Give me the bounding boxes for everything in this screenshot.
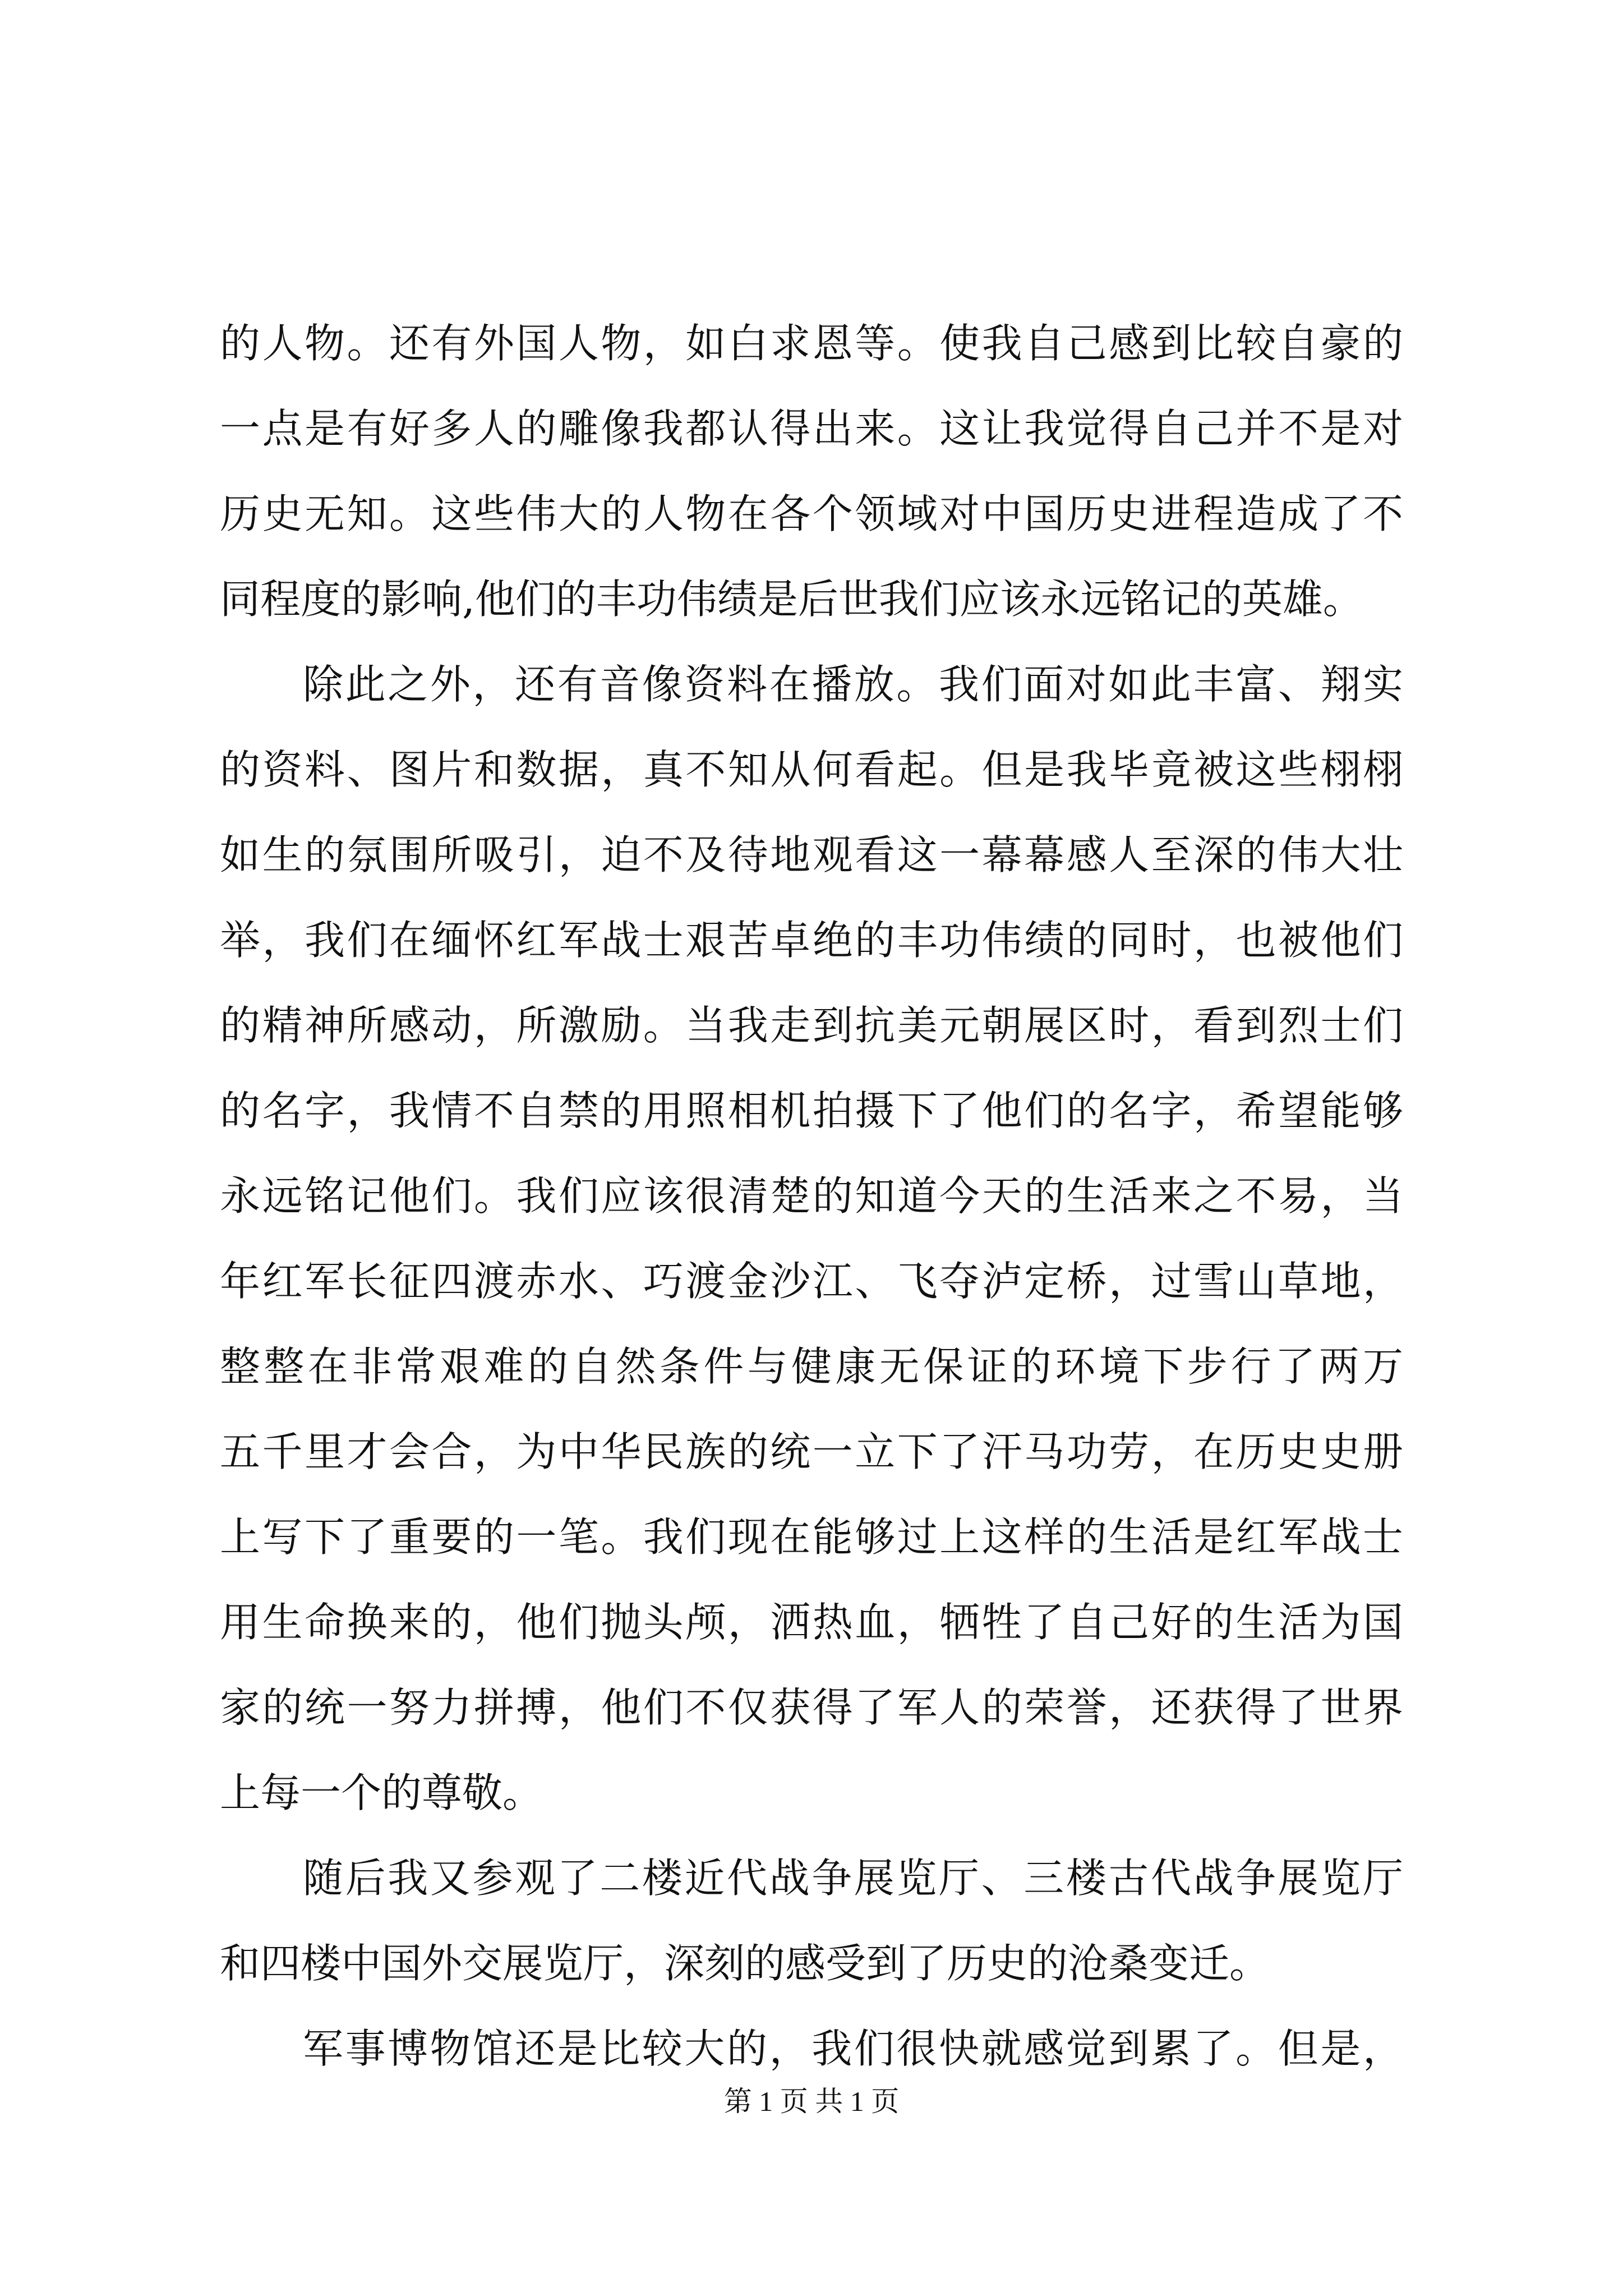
body-text [220, 301, 1403, 2091]
text-line: 上写下了重要的一笔。我们现在能够过上这样的生活是红军战士 [220, 1513, 1403, 1561]
text-line: 整整在非常艰难的自然条件与健康无保证的环境下步行了两万 [220, 1343, 1403, 1390]
paragraph-first-line: 军事博物馆还是比较大的，我们很快就感觉到累了。但是， [303, 2025, 1403, 2072]
text-line: 一点是有好多人的雕像我都认得出来。这让我觉得自己并不是对 [220, 405, 1403, 452]
text-line: 用生命换来的，他们抛头颅，洒热血，牺牲了自己好的生活为国 [220, 1599, 1403, 1646]
text-line: 五千里才会合，为中华民族的统一立下了汗马功劳，在历史史册 [220, 1428, 1403, 1475]
text-line: 的资料、图片和数据，真不知从何看起。但是我毕竟被这些栩栩 [220, 746, 1403, 793]
text-line: 同程度的影响,他们的丰功伟绩是后世我们应该永远铭记的英雄。 [220, 576, 1363, 623]
paragraph-first-line: 除此之外，还有音像资料在播放。我们面对如此丰富、翔实 [303, 661, 1403, 708]
text-line: 的精神所感动，所激励。当我走到抗美元朝展区时，看到烈士们 [220, 1002, 1403, 1049]
text-line: 的名字，我情不自禁的用照相机拍摄下了他们的名字，希望能够 [220, 1087, 1403, 1134]
text-line: 历史无知。这些伟大的人物在各个领域对中国历史进程造成了不 [220, 490, 1403, 537]
text-line: 家的统一努力拼搏，他们不仅获得了军人的荣誉，还获得了世界 [220, 1684, 1403, 1731]
text-line: 和四楼中国外交展览厅，深刻的感受到了历史的沧桑变迁。 [220, 1940, 1270, 1987]
page-footer: 第 1 页 共 1 页 [723, 2086, 900, 2117]
text-line: 如生的氛围所吸引，迫不及待地观看这一幕幕感人至深的伟大壮 [220, 831, 1403, 878]
text-line: 举，我们在缅怀红军战士艰苦卓绝的丰功伟绩的同时，也被他们 [220, 917, 1403, 964]
text-line: 上每一个的尊敬。 [220, 1769, 543, 1816]
text-line: 永远铭记他们。我们应该很清楚的知道今天的生活来之不易，当 [220, 1172, 1403, 1220]
text-line: 年红军长征四渡赤水、巧渡金沙江、飞夺泸定桥，过雪山草地， [220, 1258, 1403, 1305]
text-line: 的人物。还有外国人物，如白求恩等。使我自己感到比较自豪的 [220, 320, 1403, 367]
paragraph-first-line: 随后我又参观了二楼近代战争展览厅、三楼古代战争展览厅 [303, 1855, 1403, 1902]
